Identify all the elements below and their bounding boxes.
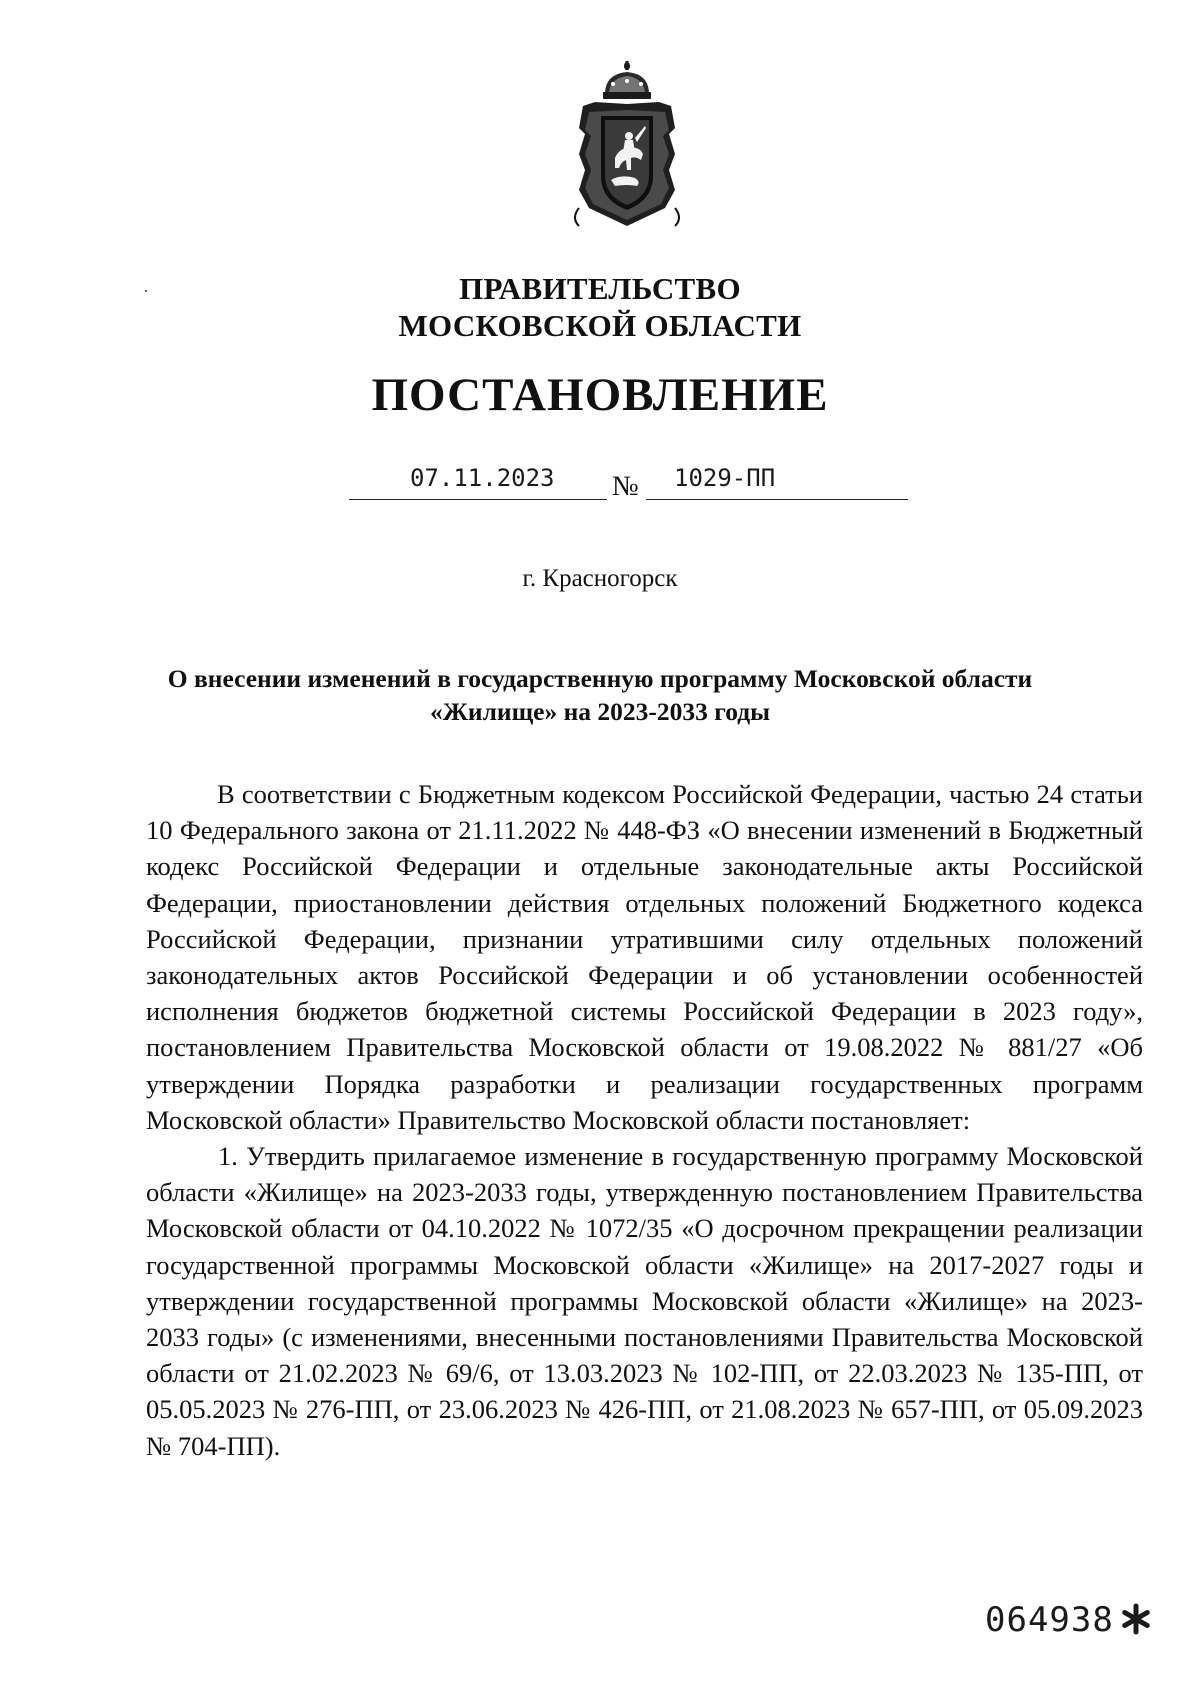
- document-title: [150, 662, 1050, 728]
- government-name-line1: ПРАВИТЕЛЬСТВО: [459, 271, 741, 306]
- asterisk-icon: [1120, 1603, 1152, 1635]
- title-line1: О внесении изменений в государственную программу Московской области: [167, 664, 1033, 693]
- preamble-paragraph: В соответствии с Бюджетным кодексом Российской Федерации, частью 24 статьи 10 Федерального закона от 21.11.2022 № 448-ФЗ «О внесении изменений в Бюджетный кодекс Российской Федерации и отдельные законодательные акты Российской Федерации, приостановлении действия отдельных положений Бюджетного кодекса Российской Федерации, признании утратившими силу отдельных положений законодательных актов Российской Федерации и об установлении особенностей исполнения бюджетов бюджетной системы Российской Федерации в 2023 году», постановлением Правительства Московской области от 19.08.2022 № 881/27 «Об утверждении Порядка разработки и реализации государственных программ Московской области» Правительство Московской области постановляет:: [146, 779, 1143, 1135]
- item-1-paragraph: 1. Утвердить прилагаемое изменение в государственную программу Московской области «Жилище» на 2023-2033 годы, утвержденную постановлением Правительства Московской области от 04.10.2022 № 1072/35 «О досрочном прекращении реализации государственной программы Московской области «Жилище» на 2017-2027 годы и утверждении государственной программы Московской области «Жилище» на 2023-2033 годы» (с изменениями, внесенными постановлениями Правительства Московской области от 21.02.2023 № 69/6, от 13.03.2023 № 102-ПП, от 22.03.2023 № 135-ПП, от 05.05.2023 № 276-ПП, от 23.06.2023 № 426-ПП, от 21.08.2023 № 657-ПП, от 05.09.2023 № 704-ПП).: [146, 1141, 1143, 1461]
- number-underline: [646, 499, 908, 500]
- date-underline: [349, 499, 607, 500]
- registration-date: 07.11.2023: [410, 464, 555, 492]
- government-name-line2: МОСКОВСКОЙ ОБЛАСТИ: [398, 308, 802, 343]
- serial-number: 064938: [985, 1600, 1114, 1640]
- title-line2: «Жилище» на 2023-2033 годы: [429, 697, 771, 726]
- registration-number: 1029-ПП: [674, 464, 776, 492]
- scan-speck: [145, 290, 147, 292]
- document-body: [146, 776, 1143, 1464]
- number-sign: №: [612, 471, 639, 502]
- document-type: ПОСТАНОВЛЕНИЕ: [371, 369, 829, 421]
- coat-of-arms-icon: [565, 58, 689, 232]
- city: г. Красногорск: [522, 565, 678, 592]
